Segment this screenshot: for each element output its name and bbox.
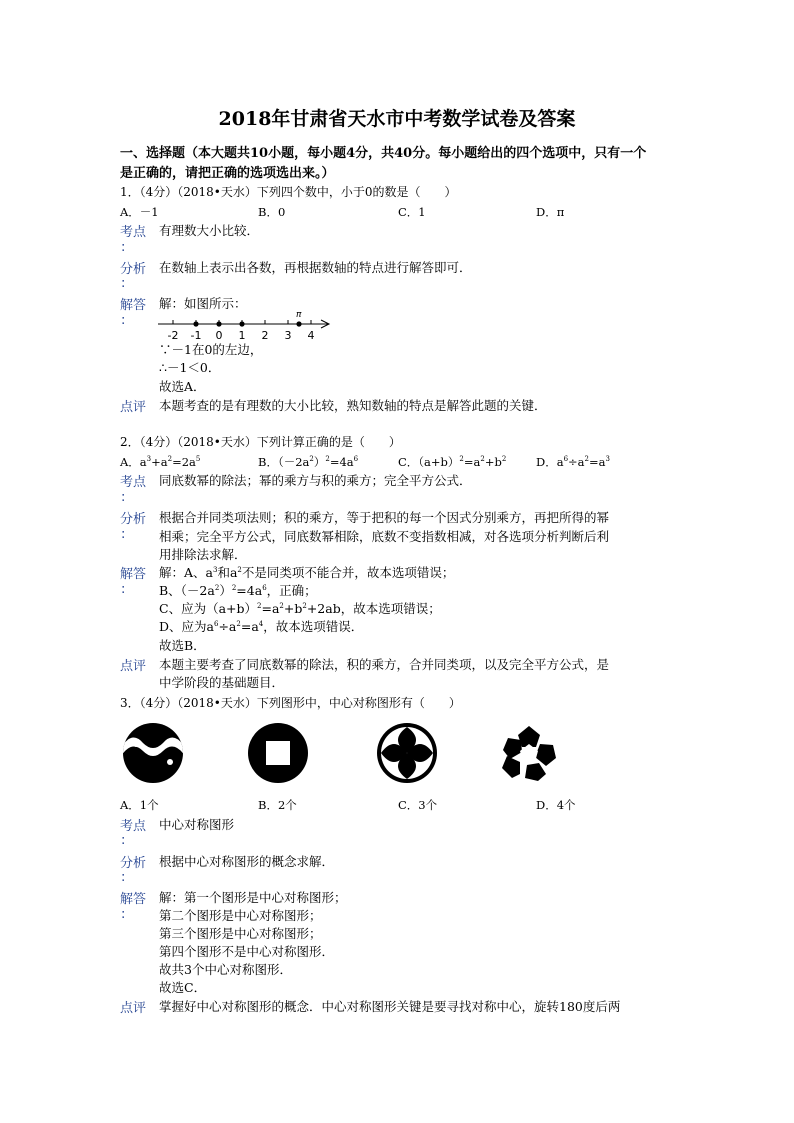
q3-kaodian-colon: : (121, 833, 126, 848)
number-line-tick-label: 0 (215, 329, 223, 342)
q1-option-b: B．0 (258, 205, 286, 219)
q2-jieda-line-3: C、应为$(a+b)^2=a^2+b^2+2ab$，故本选项错误； (159, 601, 441, 616)
q2-fenxi-label: 分析 (120, 512, 147, 527)
q2-option-d: D．$a^6\div a^2=a^3$ (536, 455, 610, 469)
page-title: 2018年甘肃省天水市中考数学试卷及答案 (218, 108, 576, 130)
q3-kaodian-text: 中心对称图形 (159, 817, 235, 832)
pentagon-figure (498, 722, 560, 784)
q3-fenxi-colon: : (121, 870, 126, 885)
q1-jieda-colon: : (121, 313, 126, 328)
q1-option-c: C．1 (398, 205, 426, 219)
q2-fenxi-line-1: 根据合并同类项法则；积的乘方，等于把积的每一个因式分别乘方，再把所得的幂 (159, 510, 610, 525)
q1-jieda-label: 解答 (120, 298, 147, 313)
pi-label: π (296, 310, 302, 320)
q1-jieda-line-1: ∵－1在0的左边， (159, 342, 263, 357)
q2-kaodian-label: 考点 (120, 475, 147, 490)
q3-dianping-label: 点评 (120, 1001, 147, 1016)
q3-option-a: A．1个 (120, 798, 159, 812)
q3-jieda-line-5: 故共3个中心对称图形． (159, 962, 292, 977)
q1-jieda-line-3: 故选A． (159, 379, 206, 394)
number-line-tick-label: 1 (238, 329, 246, 342)
dot-pi (296, 321, 301, 326)
q3-option-c: C．3个 (398, 798, 438, 812)
q2-jieda-colon: : (121, 582, 126, 597)
q1-option-d: D．π (536, 205, 565, 219)
q1-option-a: A．－1 (120, 205, 159, 219)
q3-fenxi-label: 分析 (120, 856, 147, 871)
q2-stem: 2．（4分）（2018•天水）下列计算正确的是（ ） (120, 435, 401, 449)
q3-jieda-line-4: 第四个图形不是中心对称图形． (159, 944, 335, 959)
number-line-tick-label: -2 (167, 329, 179, 342)
q2-dianping-line-2: 中学阶段的基础题目． (159, 675, 285, 690)
q2-jieda-line-4: D、应为$a^6\div a^2=a^4$，故本选项错误． (159, 619, 364, 634)
q2-fenxi-line-2: 相乘；完全平方公式，同底数幂相除，底数不变指数相减，对各选项分析判断后利 (159, 529, 610, 544)
q2-option-a: A．$a^3+a^2=2a^5$ (120, 455, 201, 469)
q3-jieda-colon: : (121, 907, 126, 922)
q3-jieda-label: 解答 (120, 892, 147, 907)
dot-minus-1 (193, 321, 198, 326)
q3-stem: 3．（4分）（2018•天水）下列图形中，中心对称图形有（ ） (120, 696, 461, 710)
q1-stem: 1．（4分）（2018•天水）下列四个数中，小于0的数是（ ） (120, 185, 457, 199)
q1-kaodian-text: 有理数大小比较． (159, 223, 260, 238)
q2-option-b: B．$(-2a^2)^2=4a^6$ (258, 455, 359, 469)
q3-option-d: D．4个 (536, 798, 576, 812)
q2-fenxi-colon: : (121, 527, 126, 542)
q2-fenxi-line-3: 用排除法求解． (159, 547, 247, 562)
q1-dianping-text: 本题考查的是有理数的大小比较，熟知数轴的特点是解答此题的关键． (159, 398, 547, 413)
dot-0 (216, 321, 221, 326)
q3-kaodian-label: 考点 (120, 819, 147, 834)
number-line-tick-label: 3 (284, 329, 292, 342)
q2-jieda-line-1: 解：A、$a^3$和$a^2$不是同类项不能合并，故本选项错误； (159, 565, 455, 580)
coin-figure (246, 721, 310, 785)
q3-jieda-line-3: 第三个图形是中心对称图形； (159, 926, 322, 941)
number-line-tick-label: 4 (307, 329, 315, 342)
section-heading-line1: 一、选择题（本大题共10小题，每小题4分，共40分。每小题给出的四个选项中，只有一个 (120, 146, 647, 161)
q1-fenxi-colon: : (121, 276, 126, 291)
number-line-tick-label: -1 (190, 329, 202, 342)
q2-kaodian-text: 同底数幂的除法；幂的乘方与积的乘方；完全平方公式． (159, 473, 472, 488)
dot-1 (239, 321, 244, 326)
q1-kaodian-label: 考点 (120, 225, 147, 240)
q3-jieda-line-6: 故选C． (159, 980, 207, 995)
q3-fenxi-text: 根据中心对称图形的概念求解． (159, 854, 335, 869)
four-petal-figure (374, 720, 440, 786)
q1-dianping-label: 点评 (120, 400, 147, 415)
q1-kaodian-colon: : (121, 240, 126, 255)
q2-dianping-line-1: 本题主要考查了同底数幂的除法，积的乘方，合并同类项，以及完全平方公式，是 (159, 657, 610, 672)
q2-dianping-label: 点评 (120, 659, 147, 674)
q2-kaodian-colon: : (121, 490, 126, 505)
q3-jieda-line-2: 第二个图形是中心对称图形； (159, 908, 322, 923)
q1-fenxi-label: 分析 (120, 262, 147, 277)
q1-jieda-lead: 解：如图所示： (159, 296, 247, 311)
q3-option-b: B．2个 (258, 798, 297, 812)
number-line-tick-label: 2 (261, 329, 269, 342)
section-heading-line2: 是正确的，请把正确的选项选出来。） (120, 166, 335, 181)
q2-jieda-line-2: B、$(-2a^2)^2=4a^6$，正确； (159, 583, 317, 598)
q2-option-c: C．$(a+b)^2=a^2+b^2$ (398, 455, 507, 469)
q1-jieda-line-2: ∴－1＜0． (159, 360, 221, 375)
q3-dianping-text: 掌握好中心对称图形的概念．中心对称图形关键是要寻找对称中心，旋转180度后两 (159, 999, 621, 1014)
q2-jieda-label: 解答 (120, 567, 147, 582)
q1-fenxi-text: 在数轴上表示出各数，再根据数轴的特点进行解答即可． (159, 260, 472, 275)
yin-yang-figure (121, 721, 185, 785)
q2-jieda-line-5: 故选B． (159, 638, 206, 653)
q3-jieda-line-1: 解：第一个图形是中心对称图形； (159, 890, 347, 905)
